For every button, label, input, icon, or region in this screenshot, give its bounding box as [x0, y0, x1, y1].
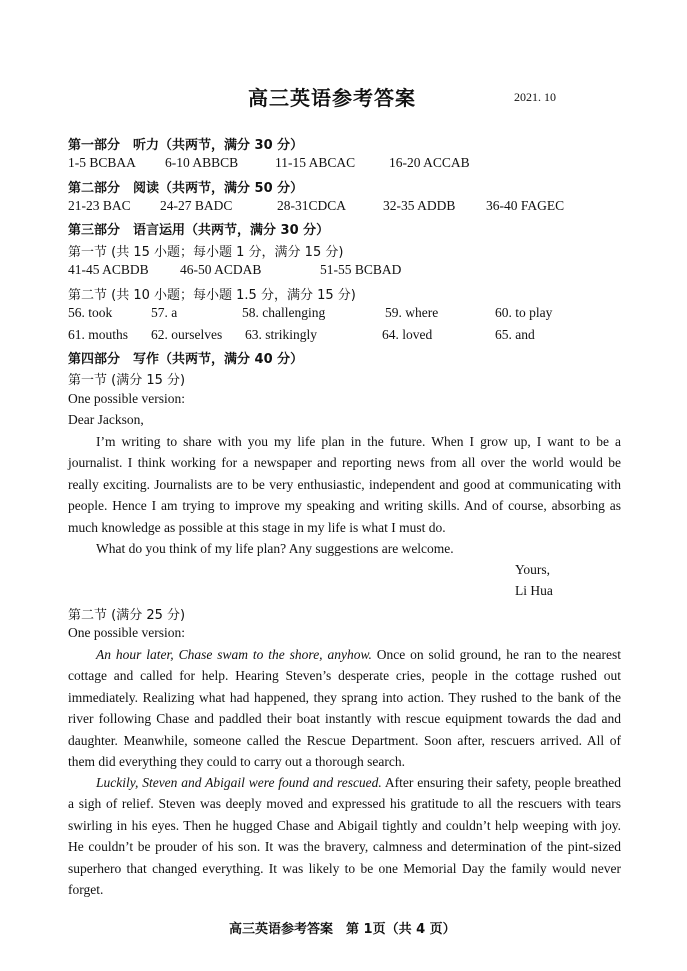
part3-section2-answer: 57. a [151, 305, 178, 320]
part3-section2-answer: 65. and [495, 327, 535, 342]
part4-heading: 第四部分 写作（共两节，满分 40 分） [68, 352, 304, 367]
version-label: One possible version: [68, 625, 185, 640]
story-body: Once on solid ground, he ran to the nearest cottage and called for help. Hearing Steven’s desperate cries, people in the cottage rushed out immediately. Realizing what had happened, they sprang into action. They rushed to the bank of the river following Chase and paddled their boat instantly with rescue equipment towards the dad and daughter. Meanwhile, someone called the Rescue Department. Soon after, rescuers arrived. All of them did everything they could to carry out a thorough search. [68, 647, 621, 770]
part2-answer: 32-35 ADDB [383, 198, 456, 213]
letter-paragraph: What do you think of my life plan? Any suggestions are welcome. [96, 541, 454, 556]
part3-section1-answer: 41-45 ACBDB [68, 262, 149, 277]
part3-section1-answer: 51-55 BCBAD [320, 262, 402, 277]
part1-heading: 第一部分 听力（共两节，满分 30 分） [68, 138, 304, 153]
part3-section2-answer: 64. loved [382, 327, 433, 342]
story-body: After ensuring their safety, people breathed a sigh of relief. Steven was deeply moved and expressed his gratitude to all the rescuers with tears swirling in his eyes. Then he hugged Chase and Abigail tightly and couldn’t help weeping with joy. He couldn’t be prouder of his son. It was the bravery, calmness and determination of the pint-sized superhero that changed everything. It was likely to be one Memorial Day the family would never forget. [68, 775, 621, 898]
part3-section2-answer: 63. strikingly [245, 327, 318, 342]
part1-answer: 16-20 ACCAB [389, 155, 470, 170]
story-lead-sentence: Luckily, Steven and Abigail were found and rescued. [96, 775, 382, 790]
part2-answer: 36-40 FAGEC [486, 198, 565, 213]
letter-signature: Li Hua [515, 583, 553, 598]
part1-answer: 11-15 ABCAC [275, 155, 356, 170]
part4-section1-heading: 第一节 (满分 15 分) [68, 373, 186, 388]
version-label: One possible version: [68, 391, 185, 406]
part3-heading: 第三部分 语言运用（共两节，满分 30 分） [68, 223, 330, 238]
letter-salutation: Dear Jackson, [68, 412, 144, 427]
part3-section2-answer: 59. where [385, 305, 439, 320]
part2-answer: 24-27 BADC [160, 198, 233, 213]
date: 2021. 10 [514, 90, 556, 104]
part2-heading: 第二部分 阅读（共两节，满分 50 分） [68, 181, 304, 196]
part3-section2-answer: 60. to play [495, 305, 553, 320]
part3-section2-answer: 61. mouths [68, 327, 129, 342]
page-title: 高三英语参考答案 [248, 86, 416, 110]
part3-section1-answer: 46-50 ACDAB [180, 262, 262, 277]
story-paragraph [68, 772, 621, 900]
part3-section2-answer: 58. challenging [242, 305, 326, 320]
part4-section2-heading: 第二节 (满分 25 分) [68, 608, 186, 623]
part3-section1-heading: 第一节 (共 15 小题；每小题 1 分，满分 15 分) [68, 245, 344, 260]
part3-section2-answer: 56. took [68, 305, 113, 320]
letter-paragraph: I’m writing to share with you my life plan in the future. When I grow up, I want to be a journalist. I think working for a newspaper and reporting news from all over the world would be really exciting. Journalists are to be very enthusiastic, independent and good at communicating with people. Hence I am trying to improve my speaking and writing skills. And of course, absorbing as much knowledge as possible at this stage in my life is what I must do. [68, 434, 621, 535]
letter-closing: Yours, [515, 562, 551, 577]
part1-answer: 6-10 ABBCB [165, 155, 239, 170]
story-paragraph [68, 644, 621, 772]
part1-answer: 1-5 BCBAA [68, 155, 136, 170]
part3-section2-heading: 第二节 (共 10 小题；每小题 1.5 分，满分 15 分) [68, 288, 356, 303]
part3-section2-answer: 62. ourselves [151, 327, 223, 342]
part2-answer: 21-23 BAC [68, 198, 131, 213]
page-footer: 高三英语参考答案 第 1页（共 4 页） [229, 922, 456, 937]
part2-answer: 28-31CDCA [277, 198, 347, 213]
story-lead-sentence: An hour later, Chase swam to the shore, anyhow. [96, 647, 372, 662]
